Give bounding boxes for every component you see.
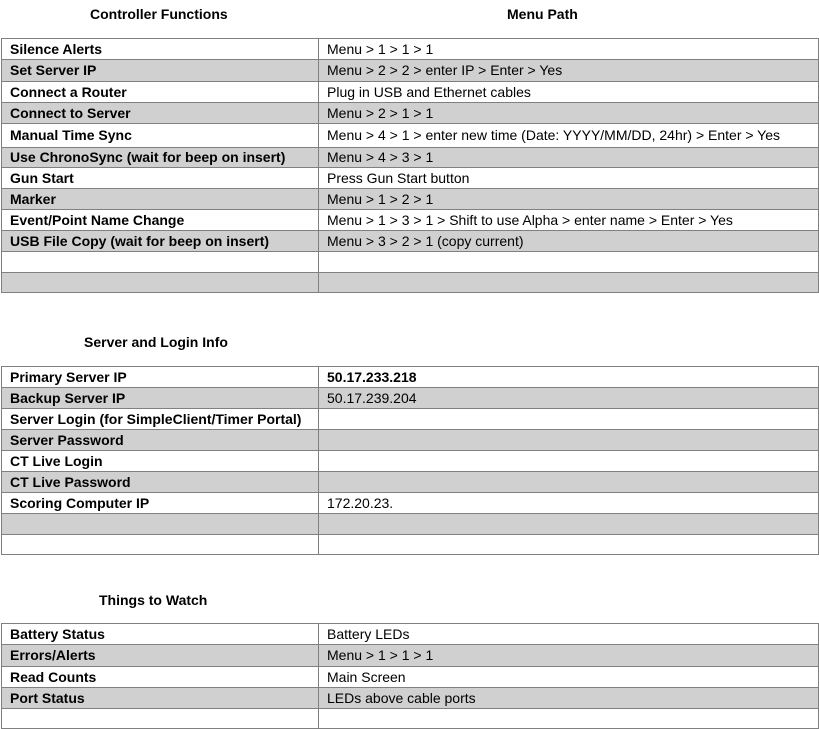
table-row bbox=[2, 409, 819, 430]
table-row bbox=[2, 535, 819, 555]
watch-item-label: Errors/Alerts bbox=[2, 645, 319, 667]
table-row bbox=[2, 148, 819, 168]
server-field-value: 50.17.239.204 bbox=[319, 388, 819, 409]
watch-item-label: Battery Status bbox=[2, 624, 319, 645]
menu-path-value: Menu > 1 > 3 > 1 > Shift to use Alpha > enter name > Enter > Yes bbox=[319, 210, 819, 231]
watch-item-label: Read Counts bbox=[2, 667, 319, 688]
table-row bbox=[2, 39, 819, 60]
table-row bbox=[2, 60, 819, 82]
menu-path-value bbox=[319, 273, 819, 293]
server-field-label: Server Login (for SimpleClient/Timer Portal) bbox=[2, 409, 319, 430]
table-row bbox=[2, 210, 819, 231]
table-row bbox=[2, 124, 819, 148]
table-row bbox=[2, 472, 819, 493]
menu-path-value: Menu > 2 > 2 > enter IP > Enter > Yes bbox=[319, 60, 819, 82]
server-field-value bbox=[319, 409, 819, 430]
table-row bbox=[2, 231, 819, 252]
menu-path-value: Plug in USB and Ethernet cables bbox=[319, 82, 819, 103]
table-row bbox=[2, 624, 819, 645]
server-field-value bbox=[319, 472, 819, 493]
watch-item-value bbox=[319, 709, 819, 729]
function-label: Use ChronoSync (wait for beep on insert) bbox=[2, 148, 319, 168]
menu-path-value: Menu > 3 > 2 > 1 (copy current) bbox=[319, 231, 819, 252]
function-label: Connect to Server bbox=[2, 103, 319, 124]
server-field-value: 172.20.23. bbox=[319, 493, 819, 514]
menu-path-value: Press Gun Start button bbox=[319, 168, 819, 189]
server-field-value bbox=[319, 430, 819, 451]
server-login-table bbox=[1, 366, 819, 555]
table-row bbox=[2, 388, 819, 409]
table-row bbox=[2, 451, 819, 472]
table-row bbox=[2, 103, 819, 124]
server-field-label bbox=[2, 514, 319, 535]
menu-path-value: Menu > 1 > 2 > 1 bbox=[319, 189, 819, 210]
menu-path-value: Menu > 2 > 1 > 1 bbox=[319, 103, 819, 124]
menu-path-value: Menu > 4 > 1 > enter new time (Date: YYYY/MM/DD, 24hr) > Enter > Yes bbox=[319, 124, 819, 148]
watch-item-label: Port Status bbox=[2, 688, 319, 709]
controller-functions-table bbox=[1, 38, 819, 293]
server-field-label: Server Password bbox=[2, 430, 319, 451]
function-label: USB File Copy (wait for beep on insert) bbox=[2, 231, 319, 252]
things-to-watch-header: Things to Watch bbox=[99, 592, 208, 608]
server-field-label: CT Live Password bbox=[2, 472, 319, 493]
table-row bbox=[2, 252, 819, 273]
server-field-value bbox=[319, 451, 819, 472]
table-row bbox=[2, 430, 819, 451]
table-row bbox=[2, 273, 819, 293]
watch-item-value: Battery LEDs bbox=[319, 624, 819, 645]
server-field-value: 50.17.233.218 bbox=[319, 367, 819, 388]
function-label: Marker bbox=[2, 189, 319, 210]
watch-item-value: Menu > 1 > 1 > 1 bbox=[319, 645, 819, 667]
watch-item-value: LEDs above cable ports bbox=[319, 688, 819, 709]
function-label: Set Server IP bbox=[2, 60, 319, 82]
menu-path-value: Menu > 4 > 3 > 1 bbox=[319, 148, 819, 168]
menu-path-value: Menu > 1 > 1 > 1 bbox=[319, 39, 819, 60]
server-login-info-header: Server and Login Info bbox=[84, 334, 228, 350]
watch-item-label bbox=[2, 709, 319, 729]
function-label: Gun Start bbox=[2, 168, 319, 189]
function-label bbox=[2, 252, 319, 273]
server-field-label: Primary Server IP bbox=[2, 367, 319, 388]
table-row bbox=[2, 493, 819, 514]
table-row bbox=[2, 514, 819, 535]
server-field-label: Backup Server IP bbox=[2, 388, 319, 409]
table-row bbox=[2, 645, 819, 667]
menu-path-value bbox=[319, 252, 819, 273]
table-row bbox=[2, 709, 819, 729]
function-label: Silence Alerts bbox=[2, 39, 319, 60]
server-field-label: Scoring Computer IP bbox=[2, 493, 319, 514]
function-label: Connect a Router bbox=[2, 82, 319, 103]
things-to-watch-table bbox=[1, 623, 819, 729]
controller-functions-header: Controller Functions bbox=[90, 6, 228, 22]
function-label: Manual Time Sync bbox=[2, 124, 319, 148]
server-field-value bbox=[319, 514, 819, 535]
watch-item-value: Main Screen bbox=[319, 667, 819, 688]
table-row bbox=[2, 367, 819, 388]
table-row bbox=[2, 189, 819, 210]
server-field-label: CT Live Login bbox=[2, 451, 319, 472]
table-row bbox=[2, 82, 819, 103]
menu-path-header: Menu Path bbox=[507, 6, 578, 22]
server-field-value bbox=[319, 535, 819, 555]
table-row bbox=[2, 667, 819, 688]
function-label: Event/Point Name Change bbox=[2, 210, 319, 231]
function-label bbox=[2, 273, 319, 293]
table-row bbox=[2, 688, 819, 709]
server-field-label bbox=[2, 535, 319, 555]
table-row bbox=[2, 168, 819, 189]
